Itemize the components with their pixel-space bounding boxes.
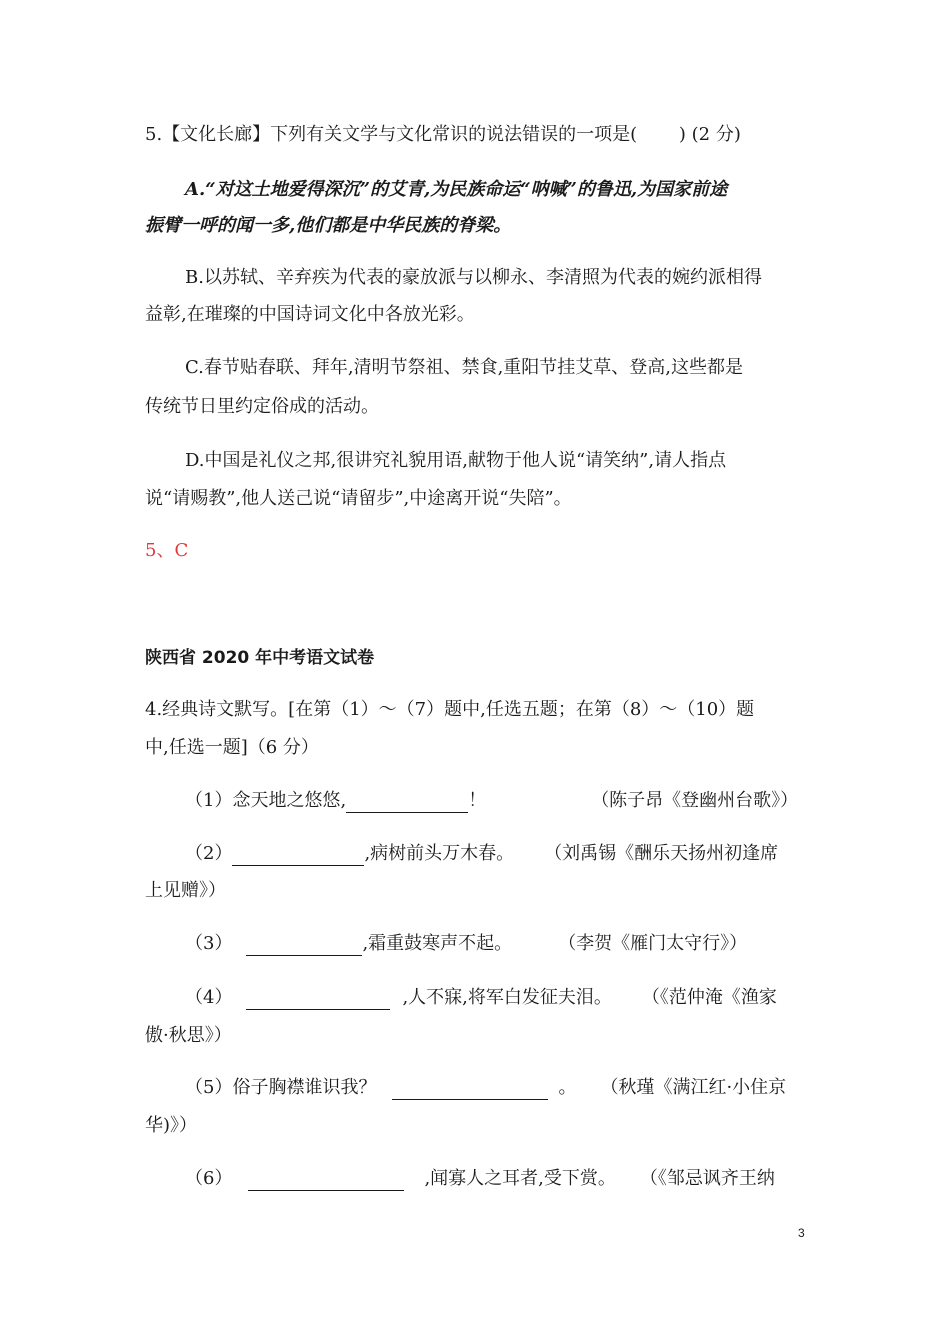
q5-option-a-line2: 振臂一呼的闻一多,他们都是中华民族的脊梁。 xyxy=(145,215,512,236)
item-5-blank[interactable] xyxy=(392,1081,548,1100)
item-1-suffix: ！ xyxy=(468,790,487,811)
item-6-blank[interactable] xyxy=(248,1172,404,1191)
q4-item-4-source-cont: 傲·秋思》） xyxy=(145,1025,232,1046)
item-6-suffix: ,闻寡人之耳者,受下赏。 xyxy=(424,1168,616,1189)
q4-stem-line1: 4.经典诗文默写。[在第（1）～（7）题中,任选五题；在第（8）～（10）题 xyxy=(145,699,755,720)
q5-option-b-line1: B.以苏轼、辛弃疾为代表的豪放派与以柳永、李清照为代表的婉约派相得 xyxy=(185,267,762,288)
item-3-suffix: ,霜重鼓寒声不起。 xyxy=(362,933,513,954)
q4-item-1 xyxy=(185,789,798,813)
q4-item-5 xyxy=(185,1076,786,1100)
q4-stem-line2: 中,任选一题]（6 分） xyxy=(145,737,319,758)
item-3-blank[interactable] xyxy=(246,937,362,956)
item-2-prefix: （2） xyxy=(185,843,233,864)
exam-title: 陕西省 2020 年中考语文试卷 xyxy=(145,648,375,668)
item-1-prefix: （1）念天地之悠悠, xyxy=(185,790,347,811)
item-4-prefix: （4） xyxy=(185,987,233,1008)
q5-option-d-line1: D.中国是礼仪之邦,很讲究礼貌用语,献物于他人说“请笑纳”,请人指点 xyxy=(185,450,727,471)
item-5-prefix: （5）俗子胸襟谁识我？ xyxy=(185,1077,377,1098)
item-2-source: （刘禹锡《酬乐天扬州初逢席 xyxy=(544,843,779,864)
q4-item-2-source-cont: 上见赠》） xyxy=(145,880,226,901)
item-3-prefix: （3） xyxy=(185,933,233,954)
item-4-blank[interactable] xyxy=(246,991,390,1010)
item-1-blank[interactable] xyxy=(346,794,468,813)
q4-item-3 xyxy=(185,932,747,956)
item-5-source: （秋瑾《满江红·小住京 xyxy=(600,1077,787,1098)
q4-item-5-source-cont: 华)》） xyxy=(145,1115,198,1136)
page-number: 3 xyxy=(798,1226,805,1240)
item-1-source: （陈子昂《登幽州台歌》） xyxy=(591,790,799,811)
q4-item-6 xyxy=(185,1167,775,1191)
q5-option-a-line1: A.“对这土地爱得深沉”的艾青,为民族命运“呐喊”的鲁迅,为国家前途 xyxy=(185,179,728,200)
item-2-suffix: ,病树前头万木春。 xyxy=(364,843,515,864)
q5-answer: 5、C xyxy=(145,540,189,561)
q4-item-2 xyxy=(185,842,778,866)
q5-option-c-line2: 传统节日里约定俗成的活动。 xyxy=(145,396,379,417)
item-3-source: （李贺《雁门太守行》） xyxy=(558,933,748,954)
item-4-source: （《范仲淹《渔家 xyxy=(641,987,777,1008)
item-5-suffix: 。 xyxy=(558,1077,577,1098)
item-4-suffix: ,人不寐,将军白发征夫泪。 xyxy=(402,987,612,1008)
q5-stem: 5.【文化长廊】下列有关文学与文化常识的说法错误的一项是( ) (2 分) xyxy=(145,124,741,145)
q4-item-4 xyxy=(185,986,777,1010)
item-6-source: （《邹忌讽齐王纳 xyxy=(639,1168,775,1189)
q5-option-c-line1: C.春节贴春联、拜年,清明节祭祖、禁食,重阳节挂艾草、登高,这些都是 xyxy=(185,357,744,378)
item-6-prefix: （6） xyxy=(185,1168,233,1189)
q5-option-d-line2: 说“请赐教”,他人送己说“请留步”,中途离开说“失陪”。 xyxy=(145,488,572,509)
item-2-blank[interactable] xyxy=(232,847,364,866)
q5-option-b-line2: 益彰,在璀璨的中国诗词文化中各放光彩。 xyxy=(145,304,475,325)
